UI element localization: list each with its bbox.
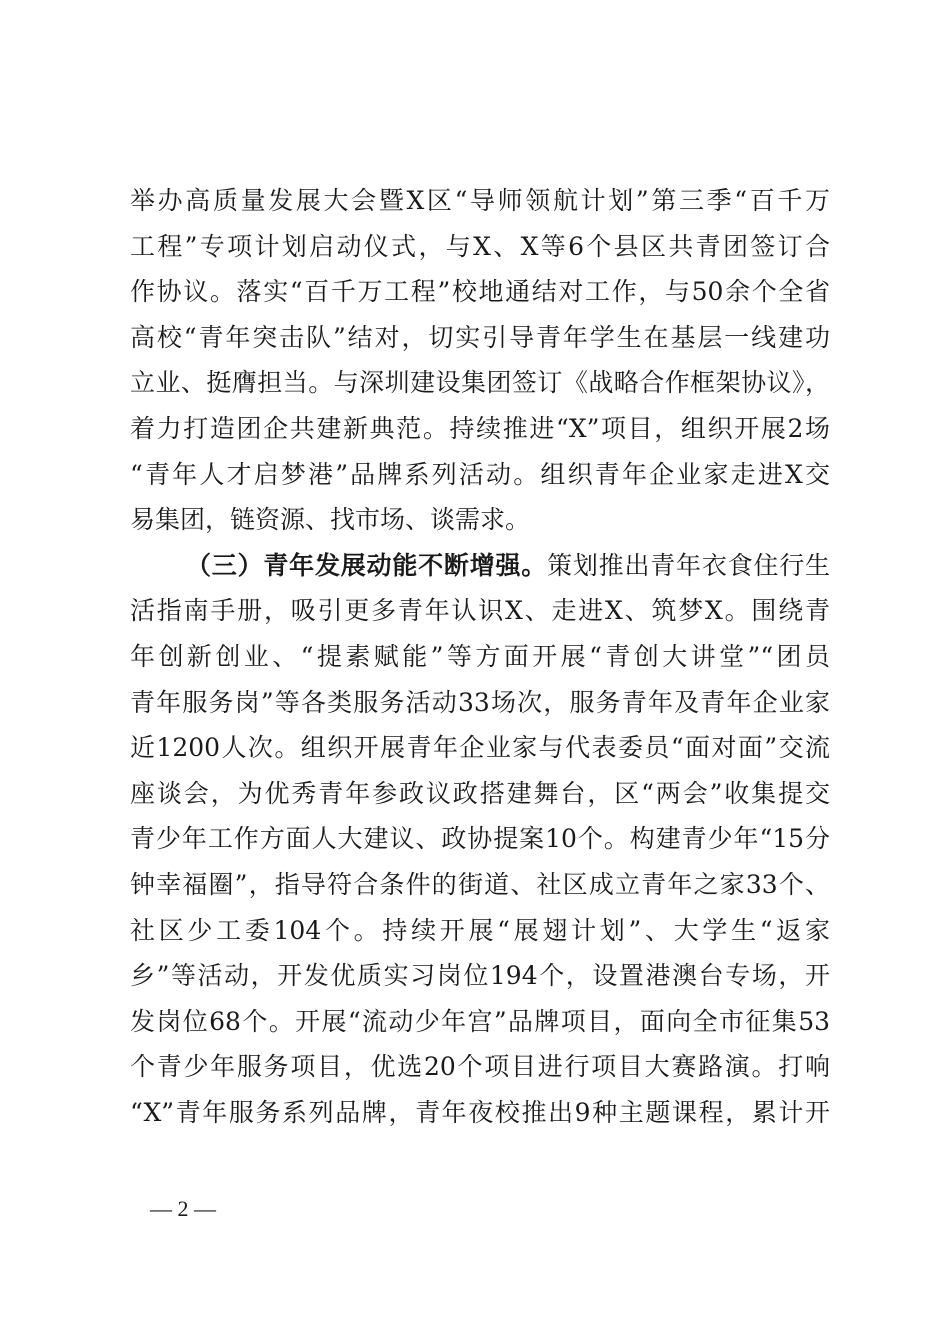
text-line: 举办高质量发展大会暨X区“导师领航计划”第三季“百千万	[130, 186, 830, 215]
text-line: 钟幸福圈”，指导符合条件的街道、社区成立青年之家33个、	[130, 869, 830, 899]
section-first-line	[130, 543, 830, 589]
section-first-line-text: 策划推出青年衣食住行生	[547, 550, 830, 580]
text-line: 着力打造团企共建新典范。持续推进“X”项目，组织开展2场	[130, 413, 830, 443]
text-line: 社区少工委104个。持续开展“展翅计划”、大学生“返家	[130, 915, 830, 945]
page-number: — 2 —	[150, 1196, 216, 1221]
text-line: 座谈会，为优秀青年参政议政搭建舞台，区“两会”收集提交	[130, 778, 830, 808]
section-heading: （三）青年发展动能不断增强。	[186, 550, 548, 580]
text-line: 发岗位68个。开展“流动少年宫”品牌项目，面向全市征集53	[130, 1006, 830, 1036]
text-line: 活指南手册，吸引更多青年认识X、走进X、筑梦X。围绕青	[130, 596, 830, 626]
text-line: 近1200人次。组织开展青年企业家与代表委员“面对面”交流	[130, 733, 830, 763]
text-line: 个青少年服务项目，优选20个项目进行项目大赛路演。打响	[130, 1052, 830, 1082]
text-line: 年创新创业、“提素赋能”等方面开展“青创大讲堂”“团员	[130, 641, 830, 671]
text-line: 作协议。落实“百千万工程”校地通结对工作，与50余个全省	[130, 277, 830, 307]
text-line: 立业、挺膺担当。与深圳建设集团签订《战略合作框架协议》，	[130, 368, 830, 398]
text-line: 工程”专项计划启动仪式，与X、X等6个县区共青团签订合	[130, 231, 830, 261]
document-body	[130, 178, 830, 1135]
text-line: “青年人才启梦港”品牌系列活动。组织青年企业家走进X交	[130, 459, 830, 489]
text-line: “X”青年服务系列品牌，青年夜校推出9种主题课程，累计开	[130, 1097, 830, 1127]
text-line: 高校“青年突击队”结对，切实引导青年学生在基层一线建功	[130, 322, 830, 352]
text-line: 乡”等活动，开发优质实习岗位194个，设置港澳台专场，开	[130, 961, 830, 991]
text-line: 青少年工作方面人大建议、政协提案10个。构建青少年“15分	[130, 824, 830, 854]
text-line: 易集团，链资源、找市场、谈需求。	[130, 505, 531, 535]
text-line: 青年服务岗”等各类服务活动33场次，服务青年及青年企业家	[130, 687, 830, 717]
